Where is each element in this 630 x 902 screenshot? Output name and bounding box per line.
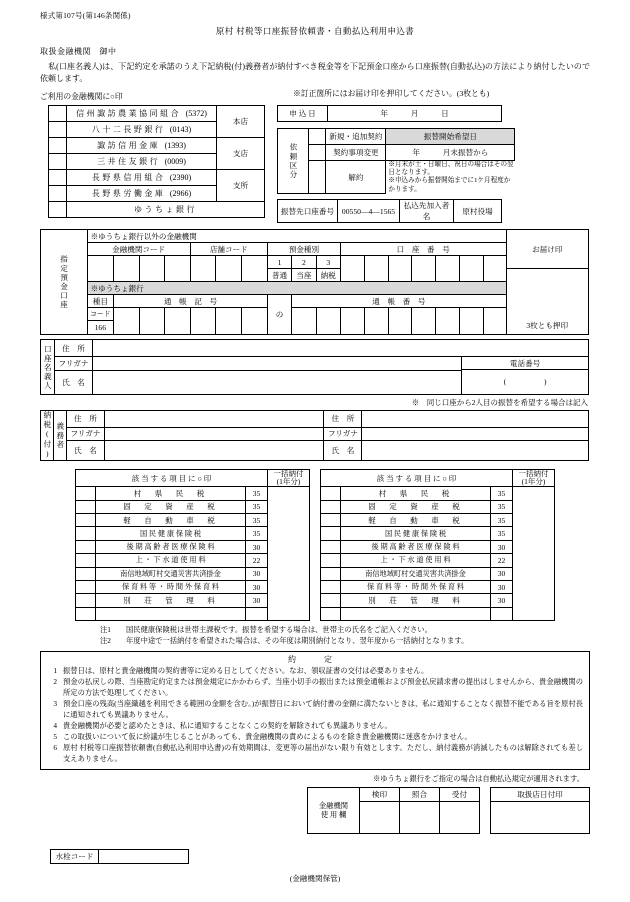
account-holder-table <box>40 339 589 395</box>
tax-table-left <box>75 469 310 621</box>
tax-item-count: 30 <box>491 540 513 553</box>
lead-text: 私(口座名義人)は、下記約定を承諾のうえ下記納税(付)義務者が納付すべき税金等を下記預金口座から口座振替(自動払込)の方法により納付したいので依頼します。 <box>40 62 590 83</box>
tax-check-cell[interactable] <box>321 607 341 620</box>
deposit-type-name-touza[interactable]: 当座 <box>292 269 316 282</box>
bank-code: (1393) <box>164 141 186 150</box>
bank-name: 長野県信用組合 <box>91 173 166 182</box>
tax-item-name: 別 荘 管 理 料 <box>96 594 246 607</box>
transfer-account-row <box>278 200 502 223</box>
passbook-number-box[interactable] <box>364 308 388 335</box>
holder-furigana-label: フリガナ <box>54 357 92 370</box>
holder-name-value[interactable] <box>92 370 461 395</box>
deposit-type-num-2: 2 <box>292 256 316 269</box>
passbook-symbol-box[interactable] <box>165 308 191 335</box>
account-number-box[interactable] <box>483 256 506 282</box>
taxpayer2-address-value[interactable] <box>362 411 589 427</box>
bank-code-box[interactable] <box>165 256 191 282</box>
water-code-row <box>51 850 189 864</box>
taxpayer1-address-value[interactable] <box>104 411 324 427</box>
seal-correction-note: ※訂正箇所にはお届け印を押印してください。(3枚とも) <box>293 89 490 98</box>
tax-check-cell[interactable] <box>76 594 96 607</box>
tax-header-left: 該 当 す る 項 目 に ○ 印 <box>76 469 268 487</box>
lump-header-right <box>513 469 555 487</box>
note-row <box>100 636 590 647</box>
account-number-box[interactable] <box>412 256 436 282</box>
account-number-box[interactable] <box>459 256 483 282</box>
taxpayer-name-row <box>41 441 589 460</box>
tax-check-cell[interactable] <box>321 540 341 553</box>
start-note-1: ※月末が土・日曜日、祝日の場合はその翌日となります。 <box>388 161 514 177</box>
bank-code: (5372) <box>185 109 207 118</box>
note-label: 注2 <box>100 635 111 645</box>
tax-row <box>76 487 310 500</box>
agreement-box <box>40 651 590 769</box>
passbook-number-box[interactable] <box>412 308 436 335</box>
bank-name-cell <box>67 122 217 138</box>
taxpayer2-furigana-label: フリガナ <box>324 427 362 441</box>
holder-address-label: 住 所 <box>54 340 92 357</box>
code-label: コード <box>88 308 114 321</box>
start-note-2: ※申込みから振替開始までに1ケ月程度かかります。 <box>388 177 511 193</box>
holder-name-label: 氏 名 <box>54 370 92 395</box>
tax-item-count-blank <box>491 607 513 620</box>
passbook-number-box[interactable] <box>388 308 412 335</box>
bank-code: (0009) <box>164 157 186 166</box>
clause-number: 3 <box>53 699 57 709</box>
bank-selection-note: ご利用の金融機関に○印 <box>40 92 123 101</box>
taxpayer-table <box>40 410 589 460</box>
category-check-cell[interactable] <box>309 145 326 161</box>
table-notes <box>40 625 590 646</box>
tax-item-count: 35 <box>246 487 268 500</box>
bank-code-box[interactable] <box>87 256 114 282</box>
tax-item-name-blank[interactable] <box>96 607 246 620</box>
stamp-box-table <box>490 787 590 834</box>
top-section <box>40 105 590 223</box>
tax-item-count: 35 <box>246 500 268 513</box>
clause-text: 原村 村税等口座振替依頼書(自動払込利用申込書)の有効期間は、変更等の届出がない限り有効とします。ただし、納付義務が消滅したものは解除されても差し支えありません。 <box>63 742 583 763</box>
clause-number: 2 <box>53 677 57 687</box>
passbook-number-box[interactable] <box>483 308 506 335</box>
bank-code-box[interactable] <box>139 256 165 282</box>
holder-furigana-row <box>41 357 589 370</box>
taxpayer-side-label-2: 義務者 <box>53 411 66 460</box>
stamp-box-label: 取扱店日付印 <box>491 787 590 801</box>
bank-use-table <box>307 787 480 834</box>
lump-header-line2: (1年分) <box>276 477 301 486</box>
tax-check-cell[interactable] <box>321 514 341 527</box>
deposit-type-num-3: 3 <box>316 256 340 269</box>
bank-check-cell[interactable] <box>49 122 67 138</box>
bank-name-cell <box>67 154 217 170</box>
account-number-box[interactable] <box>436 256 460 282</box>
bank-code-box[interactable] <box>114 256 140 282</box>
bank-use-label <box>308 787 360 833</box>
lump-header-line2: (1年分) <box>521 477 546 486</box>
start-date-header: 振替開始希望日 <box>386 129 515 145</box>
tax-item-name: 村 県 民 税 <box>96 487 246 500</box>
second-person-note: ※ 同じ口座から2人目の振替を希望する場合は記入 <box>411 398 588 408</box>
tax-item-name: 村 県 民 税 <box>341 487 491 500</box>
account-number-label: 口 座 番 号 <box>340 243 506 256</box>
bank-branch-cell: 支所 <box>217 170 265 202</box>
tax-check-cell[interactable] <box>76 567 96 580</box>
tax-check-cell[interactable] <box>76 500 96 513</box>
tax-item-name: 南信地域町村交通災害共済掛金 <box>341 567 491 580</box>
passbook-number-box[interactable] <box>436 308 460 335</box>
passbook-symbol-box[interactable] <box>216 308 242 335</box>
bank-use-cell-uketsuke[interactable] <box>440 801 480 833</box>
bank-name: 長野県労働金庫 <box>91 189 166 198</box>
account-holder-side-label: 口座名義人 <box>41 340 55 395</box>
tax-item-count: 30 <box>491 580 513 593</box>
tax-check-cell[interactable] <box>76 580 96 593</box>
tax-header-row <box>76 469 310 487</box>
clause-number: 6 <box>53 742 57 752</box>
tax-item-name: 国 民 健 康 保 険 税 <box>96 527 246 540</box>
tax-check-cell[interactable] <box>321 527 341 540</box>
passbook-number-label: 通 帳 番 号 <box>292 295 506 308</box>
category-row <box>278 129 515 145</box>
water-code-value[interactable] <box>99 850 189 864</box>
apply-date-value[interactable]: 年 月 日 <box>328 106 502 122</box>
taxpayer1-name-value[interactable] <box>104 441 324 460</box>
category-row <box>278 161 515 194</box>
lump-cell-right[interactable] <box>513 487 555 621</box>
branch-code-label: 店舗コード <box>190 243 267 256</box>
lump-header-line1: 一括納付 <box>273 468 304 478</box>
taxpayer1-address-label: 住 所 <box>66 411 104 427</box>
taxpayer2-address-label: 住 所 <box>324 411 362 427</box>
bank-name-cell: ゆうちょ銀行 <box>67 202 265 218</box>
non-yucho-header: ※ゆうちょ銀行以外の金融機関 <box>87 230 506 243</box>
water-code-label: 水栓コード <box>51 850 99 864</box>
code-value: 166 <box>94 323 107 333</box>
tax-item-name: 南信地域町村交通災害共済掛金 <box>96 567 246 580</box>
tax-item-count: 22 <box>491 554 513 567</box>
tax-check-cell[interactable] <box>321 500 341 513</box>
tax-check-cell[interactable] <box>321 580 341 593</box>
tax-item-name: 軽 自 動 車 税 <box>341 514 491 527</box>
tax-check-cell[interactable] <box>321 567 341 580</box>
agreement-clause <box>47 743 583 765</box>
request-category-table <box>277 128 515 194</box>
category-check-cell[interactable] <box>309 161 326 194</box>
tax-item-name-blank[interactable] <box>341 607 491 620</box>
stamp-box-value-row <box>491 801 590 833</box>
clause-text: この取扱いについて仮に紛議が生じることがあっても、貴金融機関の責めによるものを除き貴金融機関に迷惑をかけません。 <box>63 731 472 741</box>
payee-value: 原村役場 <box>454 200 502 223</box>
tax-check-cell[interactable] <box>76 487 96 500</box>
category-check-cell[interactable] <box>309 129 326 145</box>
passbook-number-box[interactable] <box>316 308 340 335</box>
deposit-type-num-1: 1 <box>267 256 291 269</box>
bank-list-table <box>48 105 265 218</box>
yucho-header: ※ゆうちょ銀行 <box>87 282 506 295</box>
category-label-new: 新規・追加契約 <box>326 129 386 145</box>
clause-text: 預金口座の残高(当座織越を利用できる範囲の金額を含む。)が振替日において納付書の金額に満たないときは、私に通知することなく振替不能である旨を原村長に通知されても異議ありません。 <box>63 699 583 720</box>
holder-furigana-value[interactable] <box>92 357 461 370</box>
agreement-clause <box>47 666 583 677</box>
transfer-account-table <box>277 199 502 223</box>
taxpayer2-furigana-value[interactable] <box>362 427 589 441</box>
tax-check-cell[interactable] <box>321 554 341 567</box>
bank-use-header-row <box>308 787 480 801</box>
clause-number: 1 <box>53 666 57 676</box>
tax-header-row <box>321 469 555 487</box>
tax-item-count: 22 <box>246 554 268 567</box>
yucho-regulation-note: ※ゆうちょ銀行をご指定の場合は自動払込規定が適用されます。 <box>372 773 584 783</box>
account-number-box[interactable] <box>388 256 412 282</box>
apply-date-row <box>278 106 502 122</box>
clause-number: 4 <box>53 721 57 730</box>
tax-check-cell[interactable] <box>321 594 341 607</box>
apply-date-table <box>277 105 502 122</box>
holder-phone-value[interactable]: ( ) <box>503 377 547 387</box>
tax-item-name: 固 定 資 産 税 <box>341 500 491 513</box>
tax-item-name: 後 期 高 齢 者 医 療 保 険 料 <box>341 540 491 553</box>
tax-item-name: 上 ・ 下 水 道 使 用 料 <box>96 554 246 567</box>
tax-tables-wrapper <box>40 469 590 621</box>
kind-label: 種目 <box>87 295 114 308</box>
taxpayer-furigana-row <box>41 427 589 441</box>
bank-name-cell <box>67 138 217 154</box>
tax-check-cell[interactable] <box>321 487 341 500</box>
note-row <box>100 625 590 636</box>
tax-item-count: 35 <box>491 514 513 527</box>
bank-use-col-shougou: 照合 <box>400 787 440 801</box>
note-label: 注1 <box>100 625 111 635</box>
tax-item-count: 35 <box>491 500 513 513</box>
addressee-label: 取扱金融機関 御中 <box>40 47 117 56</box>
bank-row[interactable] <box>49 202 265 218</box>
bank-code-label: 金融機関コード <box>87 243 190 256</box>
tax-item-count-blank <box>246 607 268 620</box>
category-label-cancel: 解約 <box>326 161 386 194</box>
tax-item-count: 35 <box>491 487 513 500</box>
clause-number: 5 <box>53 731 57 741</box>
application-box <box>277 105 515 223</box>
bank-use-col-kenin: 検印 <box>360 787 400 801</box>
agreement-title: 約 定 <box>288 655 342 665</box>
bank-check-cell[interactable] <box>49 202 67 218</box>
holder-phone-cell <box>462 357 589 395</box>
taxpayer2-name-value[interactable] <box>362 441 589 460</box>
bank-check-cell[interactable] <box>49 186 67 202</box>
tax-item-name: 国 民 健 康 保 険 税 <box>341 527 491 540</box>
bank-branch-cell: 支店 <box>217 138 265 170</box>
start-date-value[interactable]: 年 月末振替から <box>386 145 515 161</box>
bank-check-cell[interactable] <box>49 106 67 122</box>
category-label-change: 契約事項変更 <box>326 145 386 161</box>
bank-check-cell[interactable] <box>49 170 67 186</box>
tax-row <box>321 487 555 500</box>
holder-phone-label: 電話番号 <box>462 357 588 370</box>
note-text: 年度中途で一括納付を希望された場合は、その年度は期別納付となり、翌年度から一括納付となります。 <box>126 635 469 645</box>
tax-item-name: 軽 自 動 車 税 <box>96 514 246 527</box>
deposit-type-name-futsuu[interactable]: 普通 <box>267 269 291 282</box>
clause-text: 振替日は、原村と貴金融機関の契約書等に定める日としてください。なお、領収証書の交付は必要ありません。 <box>63 666 429 676</box>
water-code-table <box>50 849 189 864</box>
bank-name-cell <box>67 106 217 122</box>
tax-item-count: 35 <box>246 527 268 540</box>
non-yucho-header-row <box>41 230 589 243</box>
bank-code: (2390) <box>169 173 192 182</box>
bank-check-cell[interactable] <box>49 154 67 170</box>
category-row <box>278 145 515 161</box>
taxpayer-side-label-1: 納税(付) <box>41 411 54 460</box>
note-text: 国民健康保険税は世帯主課税です。振替を希望する場合は、世帯主の氏名をご記入ください。 <box>126 625 432 635</box>
taxpayer2-name-label: 氏 名 <box>324 441 362 460</box>
bank-code: (0143) <box>169 125 192 134</box>
bank-name: 諏訪信用金庫 <box>97 141 161 150</box>
tax-check-cell[interactable] <box>76 514 96 527</box>
holder-address-row <box>41 340 589 357</box>
account-number-box[interactable] <box>364 256 388 282</box>
taxpayer1-name-label: 氏 名 <box>66 441 104 460</box>
tax-item-count: 30 <box>491 567 513 580</box>
deposit-type-name-nouzei[interactable]: 納税 <box>316 269 340 282</box>
passbook-symbol-box[interactable] <box>242 308 268 335</box>
tax-item-name: 別 荘 管 理 料 <box>341 594 491 607</box>
tax-item-count: 30 <box>246 594 268 607</box>
deposit-account-table <box>40 229 589 335</box>
tax-check-cell[interactable] <box>76 554 96 567</box>
bank-row[interactable] <box>49 170 265 186</box>
taxpayer-address-row <box>41 411 589 427</box>
bank-use-label-line2: 使 用 欄 <box>320 810 347 820</box>
passbook-symbol-label: 通 帳 記 号 <box>114 295 268 308</box>
bank-row[interactable] <box>49 138 265 154</box>
bank-use-cell-shougou[interactable] <box>400 801 440 833</box>
taxpayer1-furigana-value[interactable] <box>104 427 324 441</box>
footer-text: (金融機関保管) <box>289 874 341 883</box>
apply-date-label: 申 込 日 <box>278 106 328 122</box>
tax-item-name: 上 ・ 下 水 道 使 用 料 <box>341 554 491 567</box>
bank-row[interactable] <box>49 106 265 122</box>
tax-item-count: 30 <box>491 594 513 607</box>
holder-address-value[interactable] <box>92 340 588 357</box>
bank-check-cell[interactable] <box>49 138 67 154</box>
tax-item-name: 保 育 料 等 ・ 時 間 外 保 育 料 <box>96 580 246 593</box>
tax-table-right <box>320 469 555 621</box>
agreement-clause <box>47 732 583 743</box>
code-cell <box>87 308 114 335</box>
tax-header-right: 該 当 す る 項 目 に ○ 印 <box>321 469 513 487</box>
bank-use-label-line1: 金融機関 <box>318 800 349 810</box>
payee-label: 払込先加入者名 <box>400 200 454 223</box>
tax-item-count: 30 <box>246 567 268 580</box>
bank-name: 八十二長野銀行 <box>91 125 166 134</box>
tax-item-name: 保 育 料 等 ・ 時 間 外 保 育 料 <box>341 580 491 593</box>
no-label: の <box>267 295 291 335</box>
stamp-box-header-row <box>491 787 590 801</box>
lump-header-left <box>268 469 310 487</box>
bottom-boxes <box>40 787 590 834</box>
bank-branch-cell: 本店 <box>217 106 265 138</box>
bank-name-cell <box>67 186 217 202</box>
tax-item-name: 後 期 高 齢 者 医 療 保 険 料 <box>96 540 246 553</box>
branch-code-box[interactable] <box>216 256 242 282</box>
tax-check-cell[interactable] <box>76 607 96 620</box>
lead-paragraph <box>40 61 590 85</box>
seal-note: 3枚とも押印 <box>506 269 589 335</box>
agreement-clause <box>47 721 583 732</box>
clause-text: 預金の払戻しの際、当座勘定約定または預金規定にかかわらず、当座小切手の振出または預金通帳および預金払戻請求書の提出はしませんから、貴金融機関の所定の方法で処理してください。 <box>63 677 583 698</box>
tax-check-cell[interactable] <box>76 540 96 553</box>
clause-text: 貴金融機関が必要と認めたときは、私に通知することなくこの契約を解除されても異議ありません。 <box>63 721 392 730</box>
bank-name: 三井住友銀行 <box>97 157 161 166</box>
bank-name: 信州諏訪農業協同組合 <box>76 109 182 118</box>
bank-name-cell <box>67 170 217 186</box>
tax-item-name: 固 定 資 産 税 <box>96 500 246 513</box>
agreement-clause <box>47 677 583 699</box>
seal-header: お届け印 <box>506 230 589 269</box>
transfer-account-value: 00550—4—1565 <box>338 200 400 223</box>
deposit-account-side-label: 指定預金口座 <box>41 230 88 335</box>
agreement-clause <box>47 699 583 721</box>
lump-cell-left[interactable] <box>268 487 310 621</box>
passbook-number-box[interactable] <box>292 308 316 335</box>
tax-item-count: 35 <box>491 527 513 540</box>
deposit-type-label: 預金種別 <box>267 243 340 256</box>
taxpayer1-furigana-label: フリガナ <box>66 427 104 441</box>
tax-item-count: 30 <box>246 540 268 553</box>
transfer-account-label: 振替先口座番号 <box>278 200 338 223</box>
account-number-box[interactable] <box>340 256 364 282</box>
document-title: 原村 村税等口座振替依頼書・自動払込利用申込書 <box>215 26 415 36</box>
tax-item-count: 35 <box>246 514 268 527</box>
stamp-box-area[interactable] <box>491 801 590 833</box>
bank-use-cell-kenin[interactable] <box>360 801 400 833</box>
tax-check-cell[interactable] <box>76 527 96 540</box>
passbook-number-box[interactable] <box>459 308 483 335</box>
request-category-label: 依頼区分 <box>278 129 309 194</box>
bank-code: (2966) <box>169 189 192 198</box>
passbook-symbol-box[interactable] <box>190 308 216 335</box>
branch-code-box[interactable] <box>190 256 216 282</box>
start-date-notes <box>386 161 515 194</box>
lump-header-line1: 一括納付 <box>518 468 549 478</box>
bank-use-col-uketsuke: 受付 <box>440 787 480 801</box>
passbook-symbol-box[interactable] <box>114 308 140 335</box>
tax-item-count: 30 <box>246 580 268 593</box>
branch-code-box[interactable] <box>242 256 268 282</box>
passbook-symbol-box[interactable] <box>139 308 165 335</box>
form-number: 様式第107号(第146条関係) <box>40 11 131 20</box>
passbook-number-box[interactable] <box>340 308 364 335</box>
